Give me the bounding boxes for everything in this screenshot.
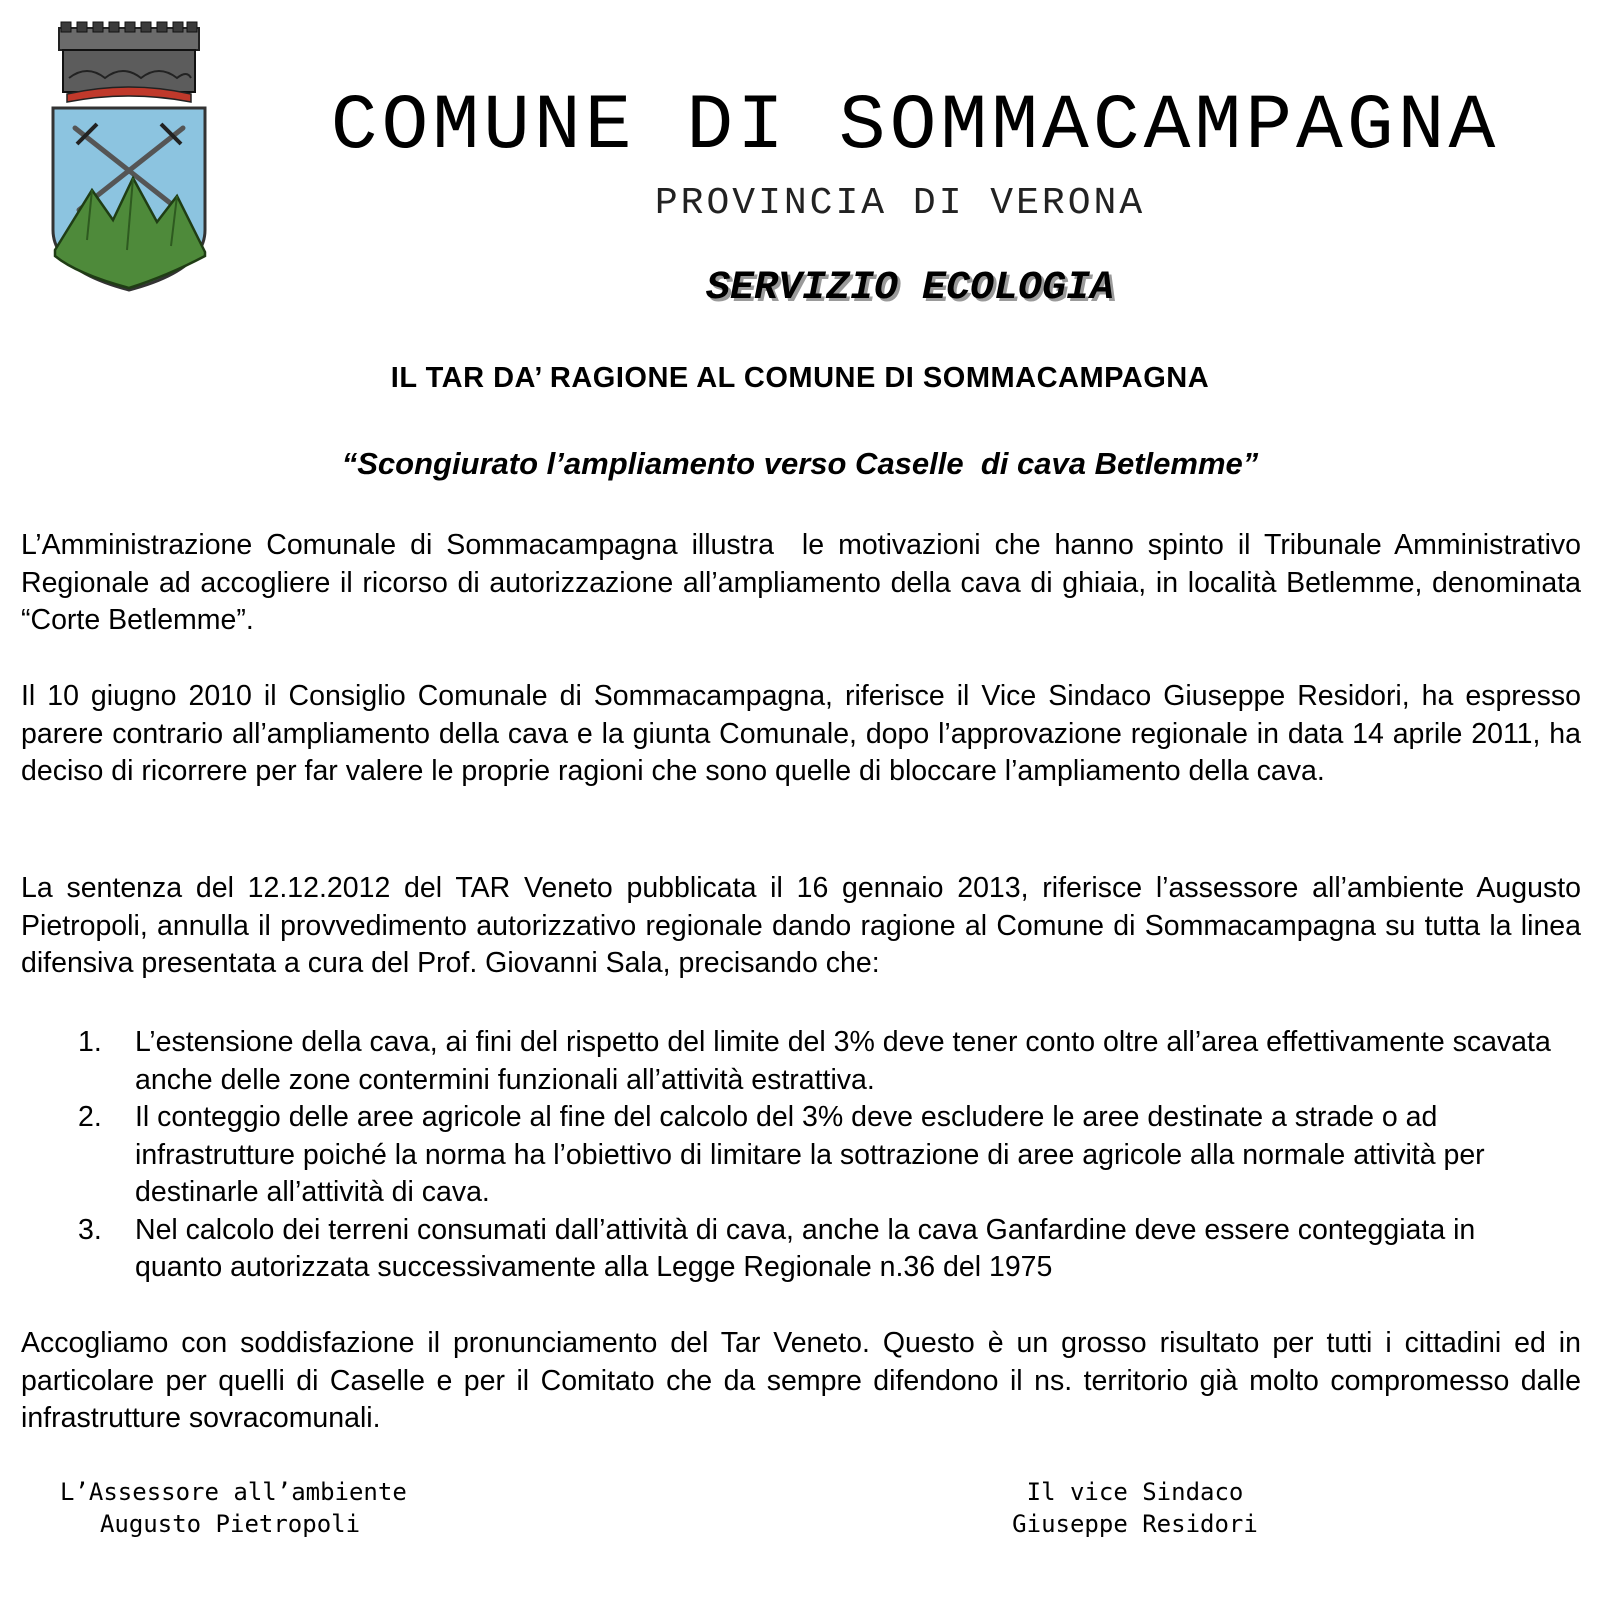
ruling-points-list xyxy=(0,1024,1600,1287)
list-item xyxy=(0,1212,1600,1287)
list-item-text: Il conteggio delle aree agricole al fine del calcolo del 3% deve escludere le aree destinate a strade o ad infrastrutture poiché la norma ha l’obiettivo di limitare la sottrazione di aree agricole alla normale attività per destinarle all’attività di cava. xyxy=(135,1101,1485,1208)
signature-right xyxy=(985,1476,1285,1540)
list-item xyxy=(0,1099,1600,1212)
signature-name: Augusto Pietropoli xyxy=(99,1510,361,1538)
province-subtitle: PROVINCIA DI VERONA xyxy=(654,182,1146,225)
paragraph-conclusion: Accogliamo con soddisfazione il pronunciamento del Tar Veneto. Questo è un grosso risultato per tutti i cittadini ed in particolare per quelli di Caselle e per il Comitato che da sempre difendono il ns. territorio già molto compromesso dalle infrastrutture sovracomunali. xyxy=(21,1327,1589,1434)
list-item-number: 1. xyxy=(78,1026,102,1058)
paragraph-council: Il 10 giugno 2010 il Consiglio Comunale di Sommacampagna, riferisce il Vice Sindaco Giuseppe Residori, ha espresso parere contrario all’ampliamento della cava e la giunta Comunale, dopo l’approvazione regionale in data 14 aprile 2011, ha deciso di ricorrere per far valere le proprie ragioni che sono quelle di bloccare l’ampliamento della cava. xyxy=(21,680,1589,787)
list-item-text: L’estensione della cava, ai fini del rispetto del limite del 3% deve tener conto oltre all’area effettivamente scavata anche delle zone contermini funzionali all’attività estrattiva. xyxy=(135,1026,1551,1096)
coat-of-arms-icon xyxy=(47,20,211,294)
list-item xyxy=(0,1024,1600,1099)
signature-name: Giuseppe Residori xyxy=(1012,1510,1258,1538)
signature-role: Il vice Sindaco xyxy=(1026,1478,1244,1506)
article-subtitle: “Scongiurato l’ampliamento verso Caselle di cava Betlemme” xyxy=(341,446,1259,481)
list-item-number: 3. xyxy=(78,1213,102,1246)
signature-left xyxy=(60,1476,407,1540)
list-item-text: Nel calcolo dei terreni consumati dall’attività di cava, anche la cava Ganfardine deve essere conteggiata in quanto autorizzata successivamente alla Legge Regionale n.36 del 1975 xyxy=(135,1213,1476,1283)
list-item-number: 2. xyxy=(78,1101,102,1133)
page-title: COMUNE DI SOMMACAMPAGNA xyxy=(330,83,1500,171)
paragraph-intro: L’Amministrazione Comunale di Sommacampagna illustra le motivazioni che hanno spinto il Tribunale Amministrativo Regionale ad accogliere il ricorso di autorizzazione all’ampliamento della cava di ghiaia, in località Betlemme, denominata “Corte Betlemme”. xyxy=(21,529,1589,636)
article-headline: IL TAR DA’ RAGIONE AL COMUNE DI SOMMACAMPAGNA xyxy=(390,362,1210,394)
service-heading: SERVIZIO ECOLOGIA xyxy=(705,266,1115,311)
paragraph-ruling: La sentenza del 12.12.2012 del TAR Veneto pubblicata il 16 gennaio 2013, riferisce l’assessore all’ambiente Augusto Pietropoli, annulla il provvedimento autorizzativo regionale dando ragione al Comune di Sommacampagna su tutta la linea difensiva presentata a cura del Prof. Giovanni Sala, precisando che: xyxy=(21,872,1589,979)
signature-role: L’Assessore all’ambiente xyxy=(60,1478,407,1506)
